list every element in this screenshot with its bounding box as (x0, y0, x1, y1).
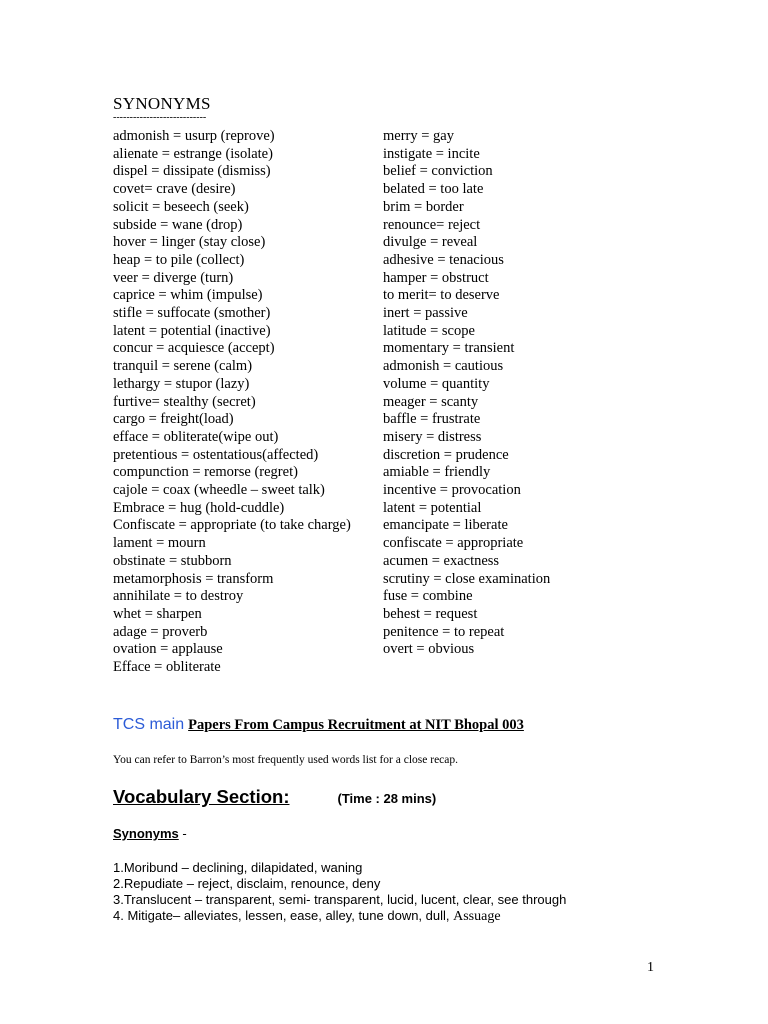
synonyms-subheading (113, 826, 187, 841)
synonym-pair: admonish = cautious (383, 358, 504, 375)
synonym-question: 3.Translucent – transparent, semi- transparent, lucid, lucent, clear, see through (113, 892, 567, 907)
synonym-pair: renounce= reject (383, 216, 481, 233)
synonym-pair: caprice = whim (impulse) (113, 287, 263, 304)
synonym-pair: latitude = scope (383, 322, 475, 339)
synonym-question-4 (113, 908, 501, 925)
synonym-pair: solicit = beseech (seek) (113, 198, 249, 215)
synonym-pair: volume = quantity (383, 375, 490, 392)
synonym-question: 2.Repudiate – reject, disclaim, renounce, deny (113, 876, 381, 891)
synonym-pair: lament = mourn (113, 535, 206, 552)
item4-assuage: Assuage (453, 909, 501, 924)
synonym-pair: compunction = remorse (regret) (113, 464, 298, 481)
synonyms-left-column (113, 128, 351, 677)
synonym-pair: adhesive = tenacious (383, 251, 504, 268)
synonym-pair: metamorphosis = transform (113, 570, 274, 587)
synonym-pair: momentary = transient (383, 340, 515, 357)
synonym-pair: Embrace = hug (hold-cuddle) (113, 499, 285, 516)
synonym-pair: meager = scanty (383, 393, 479, 410)
synonym-pair: amiable = friendly (383, 464, 491, 481)
synonym-pair: lethargy = stupor (lazy) (113, 375, 250, 392)
synonym-questions-list (113, 860, 566, 908)
synonym-pair: emancipate = liberate (383, 517, 508, 534)
synonym-pair: incentive = provocation (383, 482, 521, 499)
synonyms-label: Synonyms (113, 826, 179, 841)
synonym-pair: belief = conviction (383, 163, 493, 180)
synonym-pair: overt = obvious (383, 641, 475, 658)
synonym-pair: misery = distress (383, 428, 482, 445)
synonym-pair: Efface = obliterate (113, 659, 221, 676)
page-title: SYNONYMS (113, 94, 211, 113)
synonym-pair: veer = diverge (turn) (113, 269, 234, 286)
synonym-pair: tranquil = serene (calm) (113, 358, 253, 375)
vocabulary-heading-line (113, 786, 436, 808)
synonym-pair: latent = potential (383, 499, 482, 516)
synonym-pair: instigate = incite (383, 145, 480, 162)
synonym-pair: merry = gay (383, 128, 454, 144)
synonym-pair: latent = potential (inactive) (113, 322, 271, 339)
synonym-pair: subside = wane (drop) (113, 216, 243, 233)
synonym-pair: cajole = coax (wheedle – sweet talk) (113, 482, 325, 499)
synonym-pair: acumen = exactness (383, 552, 500, 569)
item4-text: 4. Mitigate– alleviates, lessen, ease, alley, tune down, dull, (113, 908, 454, 923)
synonym-pair: brim = border (383, 198, 464, 215)
synonym-pair: behest = request (383, 605, 478, 622)
synonym-pair: whet = sharpen (113, 605, 202, 622)
title-underline-dashes: ---------------------------- (113, 112, 207, 123)
synonym-pair: to merit= to deserve (383, 287, 500, 304)
synonym-pair: hamper = obstruct (383, 269, 489, 286)
synonym-pair: scrutiny = close examination (383, 570, 551, 587)
vocabulary-time: (Time : 28 mins) (337, 791, 437, 806)
synonym-pair: adage = proverb (113, 623, 208, 640)
synonym-pair: annihilate = to destroy (113, 588, 244, 605)
synonym-pair: hover = linger (stay close) (113, 234, 266, 251)
synonym-pair: fuse = combine (383, 588, 473, 605)
synonym-pair: alienate = estrange (isolate) (113, 145, 273, 162)
vocabulary-section-title: Vocabulary Section: (113, 786, 290, 807)
synonyms-dash: - (178, 826, 187, 841)
barrons-note: You can refer to Barron’s most frequently used words list for a close recap. (113, 754, 459, 766)
tcs-main-link[interactable]: TCS main (113, 716, 185, 733)
synonym-pair: dispel = dissipate (dismiss) (113, 163, 271, 180)
synonym-pair: discretion = prudence (383, 446, 509, 463)
synonym-pair: pretentious = ostentatious(affected) (113, 446, 319, 463)
synonym-question: 1.Moribund – declining, dilapidated, waning (113, 860, 363, 875)
synonym-pair: efface = obliterate(wipe out) (113, 428, 279, 445)
synonym-pair: confiscate = appropriate (383, 535, 524, 552)
synonym-pair: admonish = usurp (reprove) (113, 128, 275, 144)
synonym-pair: concur = acquiesce (accept) (113, 340, 275, 357)
synonym-pair: belated = too late (383, 181, 484, 198)
synonym-pair: ovation = applause (113, 641, 223, 658)
synonyms-right-column (383, 128, 550, 659)
synonym-pair: stifle = suffocate (smother) (113, 305, 271, 322)
synonym-pair: covet= crave (desire) (113, 181, 236, 198)
tcs-heading: Papers From Campus Recruitment at NIT Bhopal 003 (188, 717, 524, 733)
synonym-pair: Confiscate = appropriate (to take charge) (113, 517, 351, 534)
synonym-pair: baffle = frustrate (383, 411, 481, 428)
page-number: 1 (647, 960, 654, 975)
synonym-pair: obstinate = stubborn (113, 552, 232, 569)
synonym-pair: cargo = freight(load) (113, 411, 234, 428)
synonym-pair: furtive= stealthy (secret) (113, 393, 256, 410)
synonym-pair: inert = passive (383, 305, 468, 322)
synonym-pair: heap = to pile (collect) (113, 251, 245, 268)
tcs-heading-line (113, 716, 524, 734)
synonym-pair: divulge = reveal (383, 234, 478, 251)
synonym-pair: penitence = to repeat (383, 623, 505, 640)
